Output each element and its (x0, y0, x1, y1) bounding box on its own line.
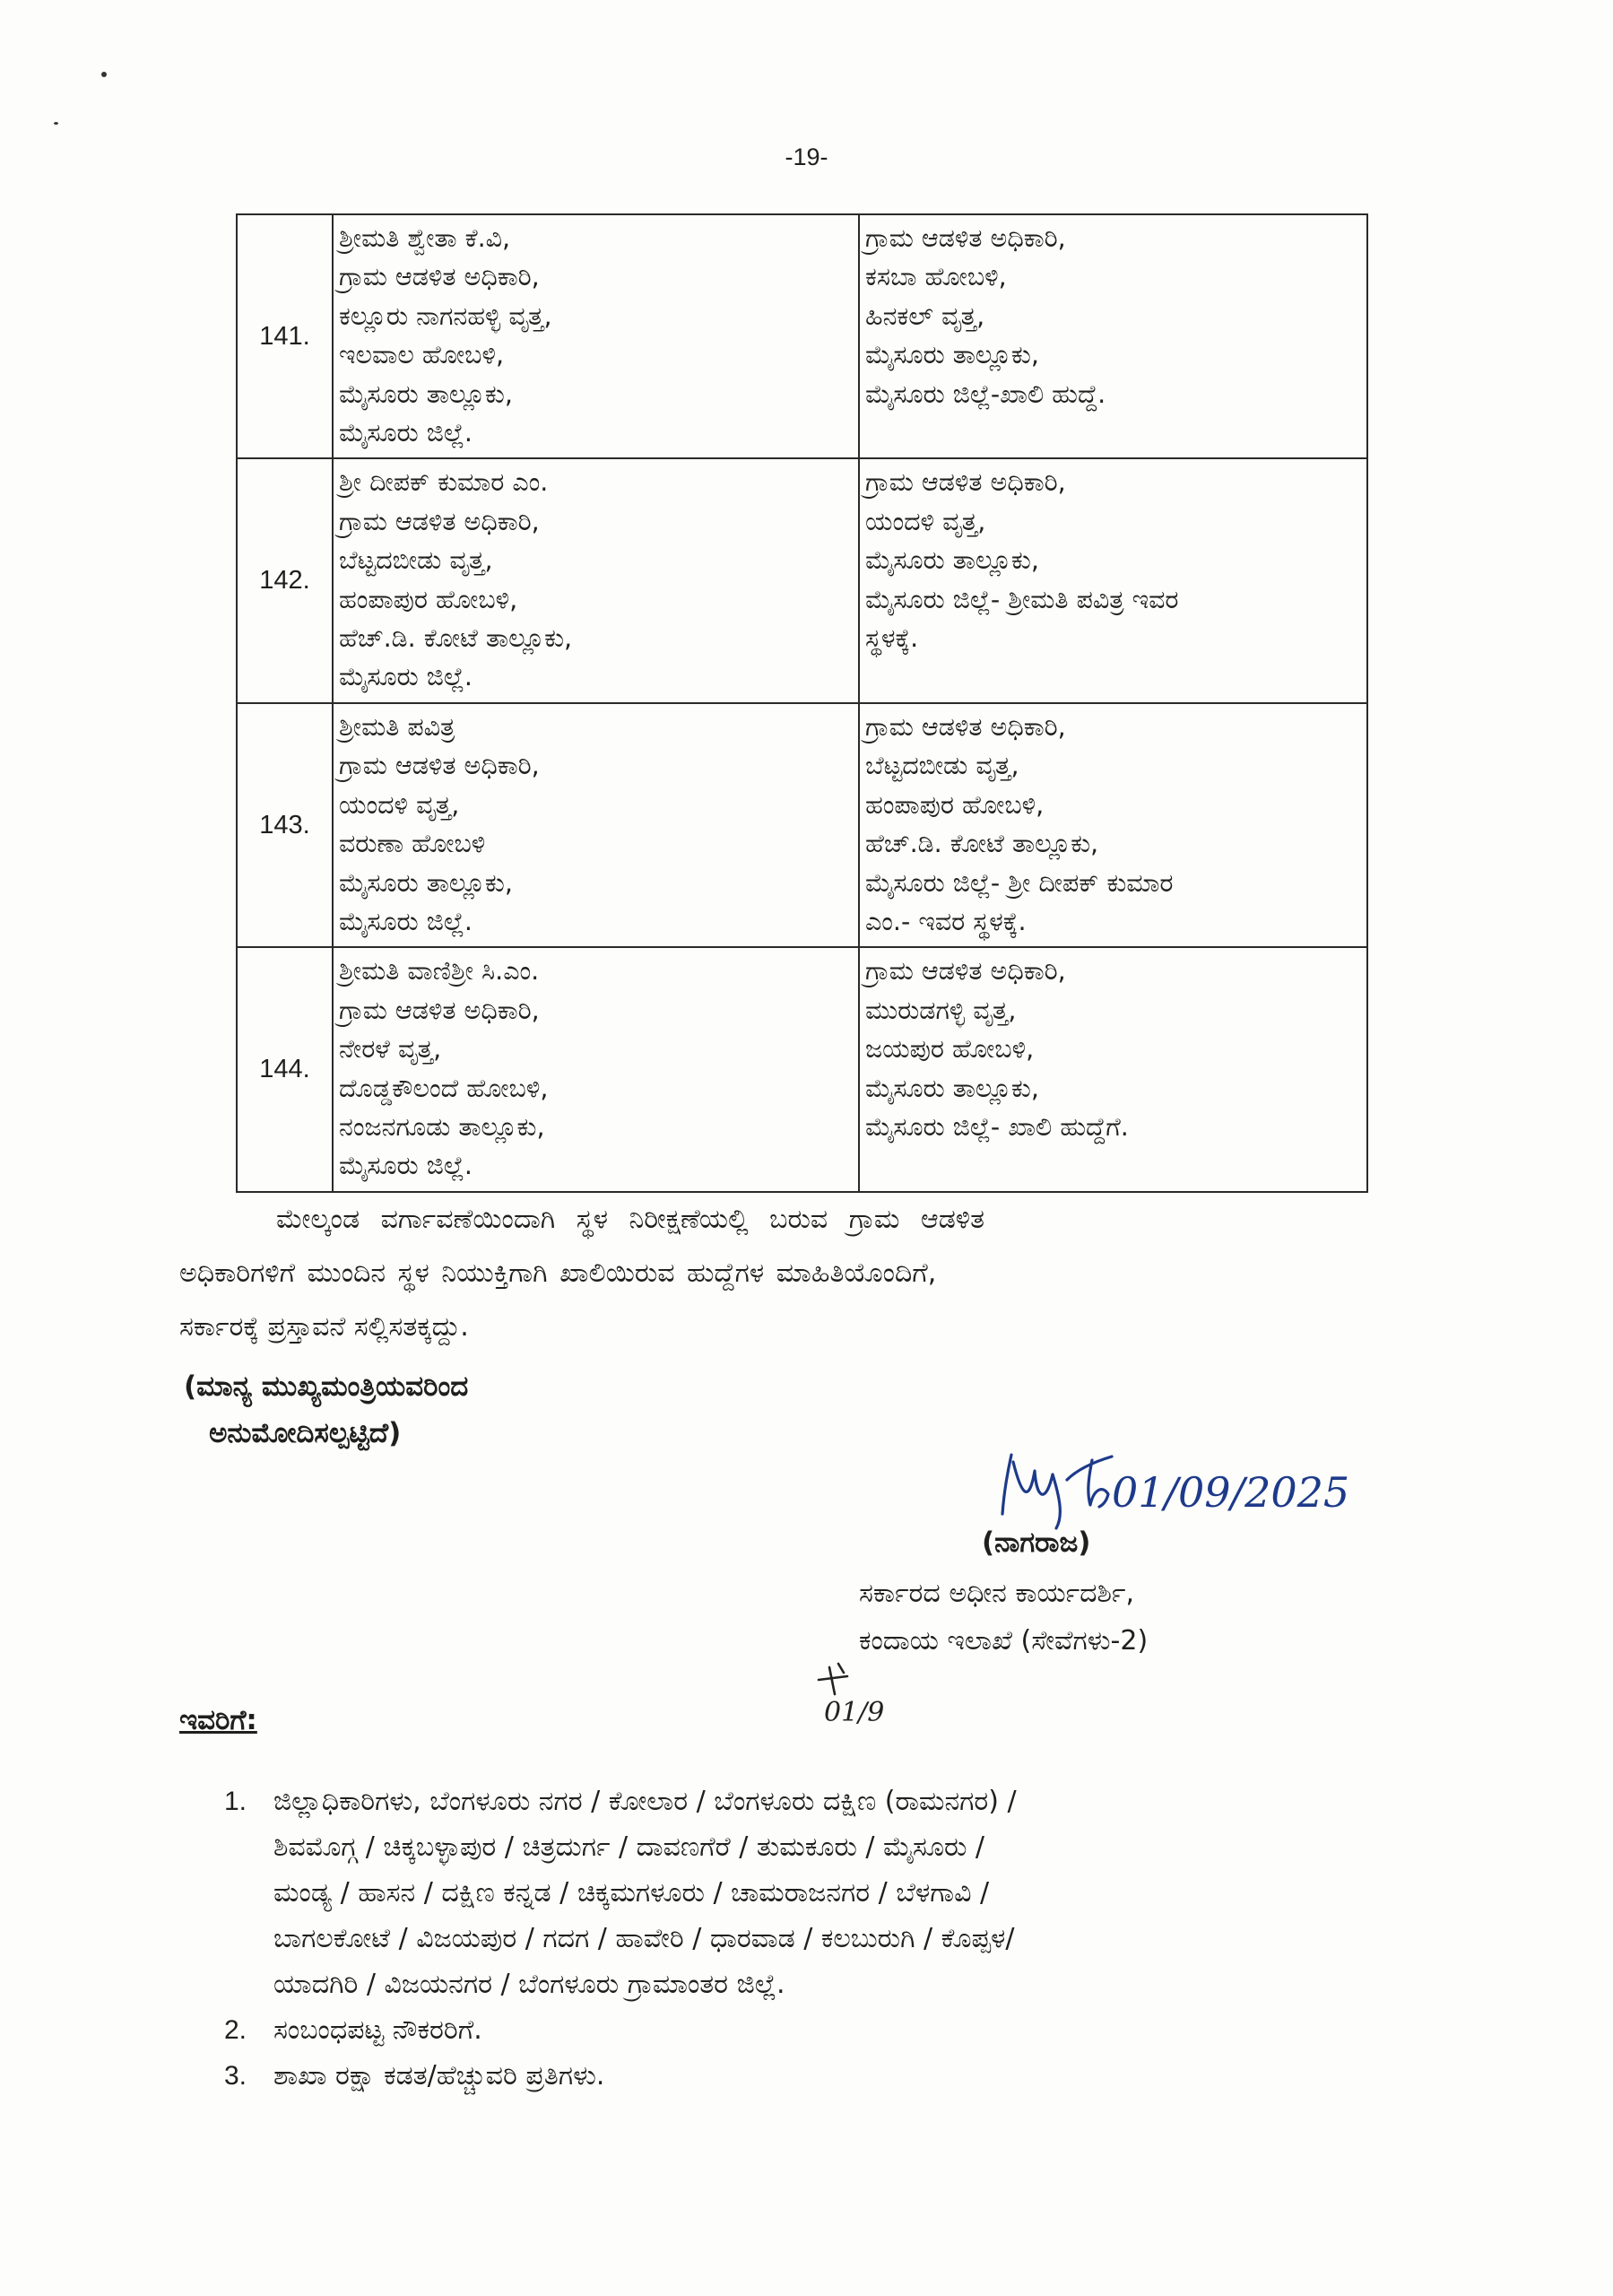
posting-line: ಹಂಪಾಪುರ ಹೋಬಳಿ, (865, 789, 1045, 820)
recipients-heading: ಇವರಿಗೆ: (179, 1704, 257, 1736)
posting-line: ಗ್ರಾಮ ಆಡಳಿತ ಅಧಿಕಾರಿ, (339, 506, 540, 536)
posting-line: ಸ್ಥಳಕ್ಕೆ. (865, 623, 919, 654)
initial-date: 01/9 (824, 1697, 885, 1726)
recipient-line: ಶಿವಮೊಗ್ಗ / ಚಿಕ್ಕಬಳ್ಳಾಪುರ / ಚಿತ್ರದುರ್ಗ / ದಾವಣಗೆರೆ / ತುಮಕೂರು / ಮೈಸೂರು / (273, 1831, 985, 1863)
recipient-number: 3. (224, 2061, 247, 2091)
posting-line: ಮೈಸೂರು ತಾಲ್ಲೂಕು, (865, 545, 1039, 576)
posting-line: ಎಂ.- ಇವರ ಸ್ಥಳಕ್ಕೆ. (865, 906, 1027, 936)
recipient-number: 1. (224, 1787, 247, 1816)
recipient-line: ಸಂಬಂಧಪಟ್ಟ ನೌಕರರಿಗೆ. (273, 2014, 482, 2046)
posting-line: ಜಯಪುರ ಹೋಬಳಿ, (865, 1034, 1035, 1065)
new-posting-cell (859, 214, 1367, 458)
posting-line: ಮೈಸೂರು ಜಿಲ್ಲೆ- ಶ್ರೀ ದೀಪಕ್ ಕುಮಾರ (865, 867, 1174, 898)
recipient-item (224, 1779, 1444, 2007)
posting-line: ಬೆಟ್ಟದಬೀಡು ವೃತ್ತ, (865, 751, 1019, 781)
designation-line: ಸರ್ಕಾರದ ಅಧೀನ ಕಾರ್ಯದರ್ಶಿ, (859, 1578, 1135, 1609)
current-posting-cell (333, 458, 859, 702)
posting-line: ಗ್ರಾಮ ಆಡಳಿತ ಅಧಿಕಾರಿ, (339, 995, 540, 1025)
posting-line: ಶ್ರೀಮತಿ ಶ್ವೇತಾ ಕೆ.ವಿ, (339, 223, 511, 253)
recipient-line: ಮಂಡ್ಯ / ಹಾಸನ / ದಕ್ಷಿಣ ಕನ್ನಡ / ಚಿಕ್ಕಮಗಳೂರು / ಚಾಮರಾಜನಗರ / ಬೆಳಗಾವಿ / (273, 1877, 990, 1909)
posting-line: ಕಸಬಾ ಹೋಬಳಿ, (865, 262, 1007, 292)
posting-line: ಹಿನಕಲ್ ವೃತ್ತ, (865, 300, 985, 331)
posting-line: ಮೈಸೂರು ತಾಲ್ಲೂಕು, (865, 1073, 1039, 1103)
posting-line: ಇಲವಾಲ ಹೋಬಳಿ, (339, 340, 505, 370)
posting-line: ಗ್ರಾಮ ಆಡಳಿತ ಅಧಿಕಾರಿ, (865, 956, 1066, 987)
posting-line: ಶ್ರೀಮತಿ ಪವಿತ್ರ (339, 711, 455, 742)
scan-speck (54, 122, 58, 125)
serial-number: 142. (237, 458, 333, 702)
transfer-row (237, 947, 1367, 1191)
paragraph-line: ಮೇಲ್ಕಂಡ ವರ್ಗಾವಣೆಯಿಂದಾಗಿ ಸ್ಥಳ ನಿರೀಕ್ಷಣೆಯಲ್ಲಿ ಬರುವ ಗ್ರಾಮ ಆಡಳಿತ (276, 1204, 985, 1235)
posting-line: ಮೈಸೂರು ಜಿಲ್ಲೆ- ಶ್ರೀಮತಿ ಪವಿತ್ರ ಇವರ (865, 584, 1179, 614)
recipient-number: 2. (224, 2015, 247, 2045)
recipient-item (224, 2007, 1444, 2053)
paragraph-line: ಅಧಿಕಾರಿಗಳಿಗೆ ಮುಂದಿನ ಸ್ಥಳ ನಿಯುಕ್ತಿಗಾಗಿ ಖಾಲಿಯಿರುವ ಹುದ್ದೆಗಳ ಮಾಹಿತಿಯೊಂದಿಗೆ, (179, 1257, 937, 1289)
new-posting-cell (859, 458, 1367, 702)
approval-line: ಅನುಮೋದಿಸಲ್ಪಟ್ಟಿದೆ) (209, 1417, 402, 1449)
recipient-item (224, 2053, 1444, 2099)
transfer-row (237, 703, 1367, 947)
posting-line: ಹೆಚ್.ಡಿ. ಕೋಟೆ ತಾಲ್ಲೂಕು, (865, 829, 1099, 859)
current-posting-cell (333, 947, 859, 1191)
signatory-designation (859, 1570, 1148, 1665)
designation-line: ಕಂದಾಯ ಇಲಾಖೆ (ಸೇವೆಗಳು-2) (859, 1625, 1149, 1657)
posting-line: ಮೈಸೂರು ಜಿಲ್ಲೆ. (339, 662, 473, 692)
posting-line: ಮೈಸೂರು ಜಿಲ್ಲೆ. (339, 1151, 473, 1181)
scan-speck (101, 72, 107, 77)
posting-line: ದೊಡ್ಡಕೌಲಂದೆ ಹೋಬಳಿ, (339, 1073, 549, 1103)
posting-line: ಯಂದಳಿ ವೃತ್ತ, (339, 789, 460, 820)
new-posting-cell (859, 703, 1367, 947)
serial-number: 144. (237, 947, 333, 1191)
serial-number: 143. (237, 703, 333, 947)
recipient-line: ಶಾಖಾ ರಕ್ಷಾ ಕಡತ/ಹೆಚ್ಚುವರಿ ಪ್ರತಿಗಳು. (273, 2060, 605, 2092)
transfer-row (237, 458, 1367, 702)
signatory-name: (ನಾಗರಾಜ) (982, 1526, 1091, 1559)
posting-line: ಗ್ರಾಮ ಆಡಳಿತ ಅಧಿಕಾರಿ, (865, 711, 1066, 742)
posting-line: ಕಲ್ಲೂರು ನಾಗನಹಳ್ಳಿ ವೃತ್ತ, (339, 300, 552, 331)
posting-line: ಮೈಸೂರು ಜಿಲ್ಲೆ. (339, 906, 473, 936)
posting-line: ಗ್ರಾಮ ಆಡಳಿತ ಅಧಿಕಾರಿ, (339, 262, 540, 292)
current-posting-cell (333, 214, 859, 458)
posting-line: ಗ್ರಾಮ ಆಡಳಿತ ಅಧಿಕಾರಿ, (339, 751, 540, 781)
posting-line: ಗ್ರಾಮ ಆಡಳಿತ ಅಧಿಕಾರಿ, (865, 467, 1066, 498)
recipient-line: ಬಾಗಲಕೋಟೆ / ವಿಜಯಪುರ / ಗದಗ / ಹಾವೇರಿ / ಧಾರವಾಡ / ಕಲಬುರುಗಿ / ಕೊಪ್ಪಳ/ (273, 1923, 1015, 1954)
transfer-table (236, 213, 1368, 1193)
page-number: -19- (785, 144, 828, 170)
approval-note (184, 1363, 468, 1457)
posting-line: ಮುರುಡಗಳ್ಳಿ ವೃತ್ತ, (865, 995, 1017, 1025)
serial-number: 141. (237, 214, 333, 458)
posting-line: ನಂಜನಗೂಡು ತಾಲ್ಲೂಕು, (339, 1111, 545, 1142)
handwritten-signature (977, 1435, 1399, 1534)
posting-line: ಶ್ರೀ ದೀಪಕ್ ಕುಮಾರ ಎಂ. (339, 467, 549, 498)
posting-line: ಹಂಪಾಪುರ ಹೋಬಳಿ, (339, 584, 518, 614)
posting-line: ಮೈಸೂರು ತಾಲ್ಲೂಕು, (865, 340, 1039, 370)
recipient-list (224, 1779, 1444, 2099)
posting-line: ಬೆಟ್ಟದಬೀಡು ವೃತ್ತ, (339, 545, 493, 576)
new-posting-cell (859, 947, 1367, 1191)
posting-line: ಗ್ರಾಮ ಆಡಳಿತ ಅಧಿಕಾರಿ, (865, 223, 1066, 253)
posting-line: ಶ್ರೀಮತಿ ವಾಣಿಶ್ರೀ ಸಿ.ಎಂ. (339, 956, 540, 987)
recipient-line: ಯಾದಗಿರಿ / ವಿಜಯನಗರ / ಬೆಂಗಳೂರು ಗ್ರಾಮಾಂತರ ಜಿಲ್ಲೆ. (273, 1969, 785, 2000)
paragraph-line: ಸರ್ಕಾರಕ್ಕೆ ಪ್ರಸ್ತಾವನೆ ಸಲ್ಲಿಸತಕ್ಕದ್ದು. (179, 1311, 469, 1343)
handwritten-initial (811, 1655, 910, 1726)
current-posting-cell (333, 703, 859, 947)
recipient-line: ಜಿಲ್ಲಾಧಿಕಾರಿಗಳು, ಬೆಂಗಳೂರು ನಗರ / ಕೋಲಾರ / ಬೆಂಗಳೂರು ದಕ್ಷಿಣ (ರಾಮನಗರ) / (273, 1786, 1017, 1817)
posting-line: ಮೈಸೂರು ತಾಲ್ಲೂಕು, (339, 867, 513, 898)
instruction-paragraph (179, 1193, 1412, 1354)
posting-line: ಯಂದಳಿ ವೃತ್ತ, (865, 506, 986, 536)
approval-line: (ಮಾನ್ಯ ಮುಖ್ಯಮಂತ್ರಿಯವರಿಂದ (184, 1370, 469, 1403)
posting-line: ಮೈಸೂರು ಜಿಲ್ಲೆ-ಖಾಲಿ ಹುದ್ದೆ. (865, 378, 1106, 409)
posting-line: ಮೈಸೂರು ತಾಲ್ಲೂಕು, (339, 378, 513, 409)
posting-line: ಹೆಚ್.ಡಿ. ಕೋಟೆ ತಾಲ್ಲೂಕು, (339, 623, 573, 654)
posting-line: ಮೈಸೂರು ಜಿಲ್ಲೆ- ಖಾಲಿ ಹುದ್ದೆಗೆ. (865, 1111, 1129, 1142)
signature-date: 01/09/2025 (1112, 1468, 1350, 1517)
posting-line: ವರುಣಾ ಹೋಬಳಿ (339, 829, 486, 859)
posting-line: ನೇರಳೆ ವೃತ್ತ, (339, 1034, 442, 1065)
posting-line: ಮೈಸೂರು ಜಿಲ್ಲೆ. (339, 418, 473, 448)
transfer-row (237, 214, 1367, 458)
